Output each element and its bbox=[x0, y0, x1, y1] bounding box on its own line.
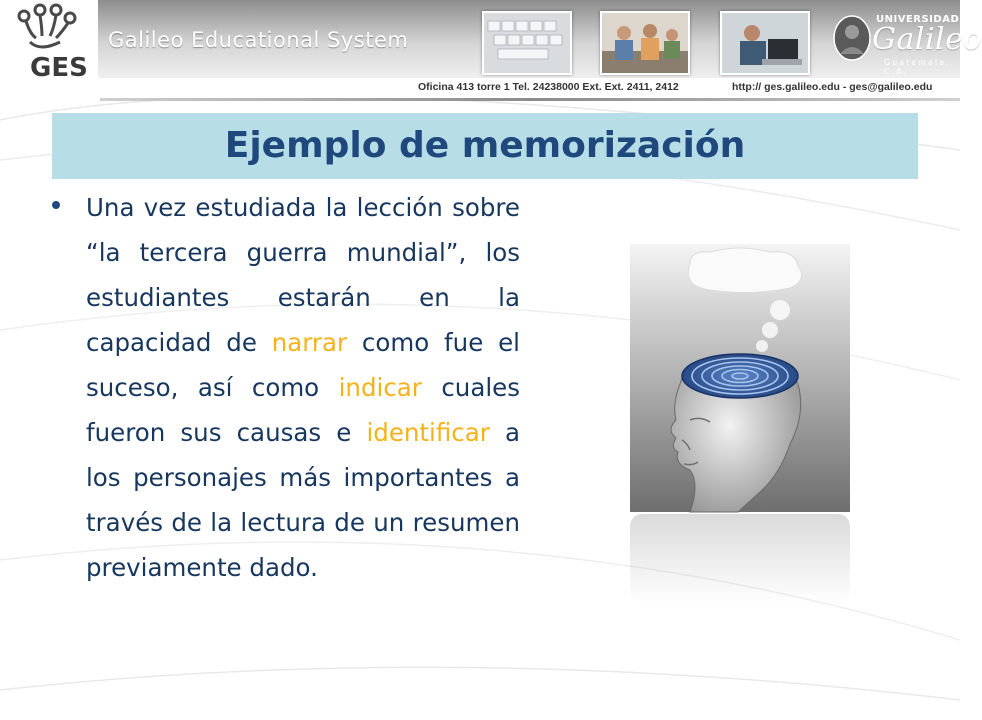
highlight-indicar: indicar bbox=[338, 373, 422, 402]
image-reflection bbox=[630, 514, 850, 604]
logo-text: GES bbox=[30, 53, 88, 83]
university-location: Guatemala, C.A. bbox=[884, 58, 951, 76]
text-segment: a los personajes más importantes a través de la lectura de un resumen previamente dado. bbox=[86, 418, 520, 582]
slide-title: Ejemplo de memorización bbox=[224, 125, 746, 166]
bullet-list bbox=[50, 185, 520, 590]
contact-web: http:// ges.galileo.edu - ges@galileo.edu bbox=[732, 81, 933, 93]
bullet-text bbox=[86, 185, 520, 590]
text-segment: cuales fueron sus causas e bbox=[86, 373, 520, 447]
header bbox=[0, 0, 982, 104]
bullet-dot-icon bbox=[52, 201, 60, 209]
head-maze-image bbox=[630, 244, 850, 512]
title-bar bbox=[52, 113, 918, 179]
university-seal bbox=[832, 14, 872, 62]
bullet-item bbox=[50, 185, 520, 590]
highlight-narrar: narrar bbox=[271, 328, 348, 357]
system-name: Galileo Educational System bbox=[108, 28, 409, 52]
text-segment: como fue el suceso, así como bbox=[86, 328, 520, 402]
header-divider bbox=[100, 98, 960, 101]
highlight-identificar: identificar bbox=[366, 418, 490, 447]
university-label: UNIVERSIDAD bbox=[876, 14, 960, 25]
laptop-user-photo bbox=[720, 11, 810, 75]
text-segment: Una vez estudiada la lección sobre “la tercera guerra mundial”, los estudiantes estarán en la capacidad de bbox=[86, 193, 520, 357]
keyboard-photo bbox=[482, 11, 572, 75]
contact-office: Oficina 413 torre 1 Tel. 24238000 Ext. Ext. 2411, 2412 bbox=[418, 81, 679, 93]
university-name: Galileo bbox=[872, 22, 982, 57]
classroom-photo bbox=[600, 11, 690, 75]
ges-logo bbox=[10, 2, 96, 82]
